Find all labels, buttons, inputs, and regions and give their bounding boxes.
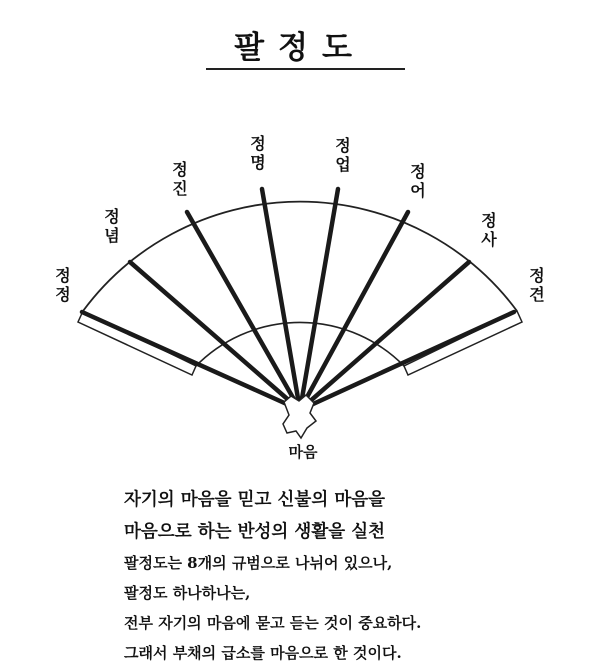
text-line: 팔정도는 8개의 규범으로 나뉘어 있으나, [124,554,393,572]
text-line: 마음으로 하는 반성의 생활을 실천 [124,522,386,542]
spoke-label-jeongnyeom: 정념 [104,207,120,245]
spoke-label-jeonggyeon: 정견 [529,266,545,304]
spoke-jeongsa [300,262,469,410]
spoke-label-jeongeo: 정어 [410,162,426,200]
spoke-label-jeongsa: 정사 [481,211,497,249]
fan-pivot [283,395,316,438]
fan-spokes [82,189,514,410]
text-line: 자기의 마음을 믿고 신불의 마음을 [124,490,386,510]
spoke-label-jeongjeong: 정정 [55,266,71,304]
spoke-label-jeongeop: 정업 [335,136,351,174]
text-line: 팔정도 하나하나는, [124,584,251,602]
center-label-mind: 마음 [288,443,318,461]
page-title: 팔정도 [234,30,366,66]
text-line: 그래서 부채의 급소를 마음으로 한 것이다. [124,644,402,662]
spoke-jeongnyeom [130,262,300,410]
spoke-label-jeongjin: 정진 [172,160,188,198]
fan-right-guard [404,311,522,375]
explanation-text [124,484,594,668]
spoke-label-jeongmyeong: 정명 [250,134,266,172]
fan-outer-arc [83,202,517,311]
text-line: 전부 자기의 마음에 묻고 듣는 것이 중요하다. [124,614,422,632]
